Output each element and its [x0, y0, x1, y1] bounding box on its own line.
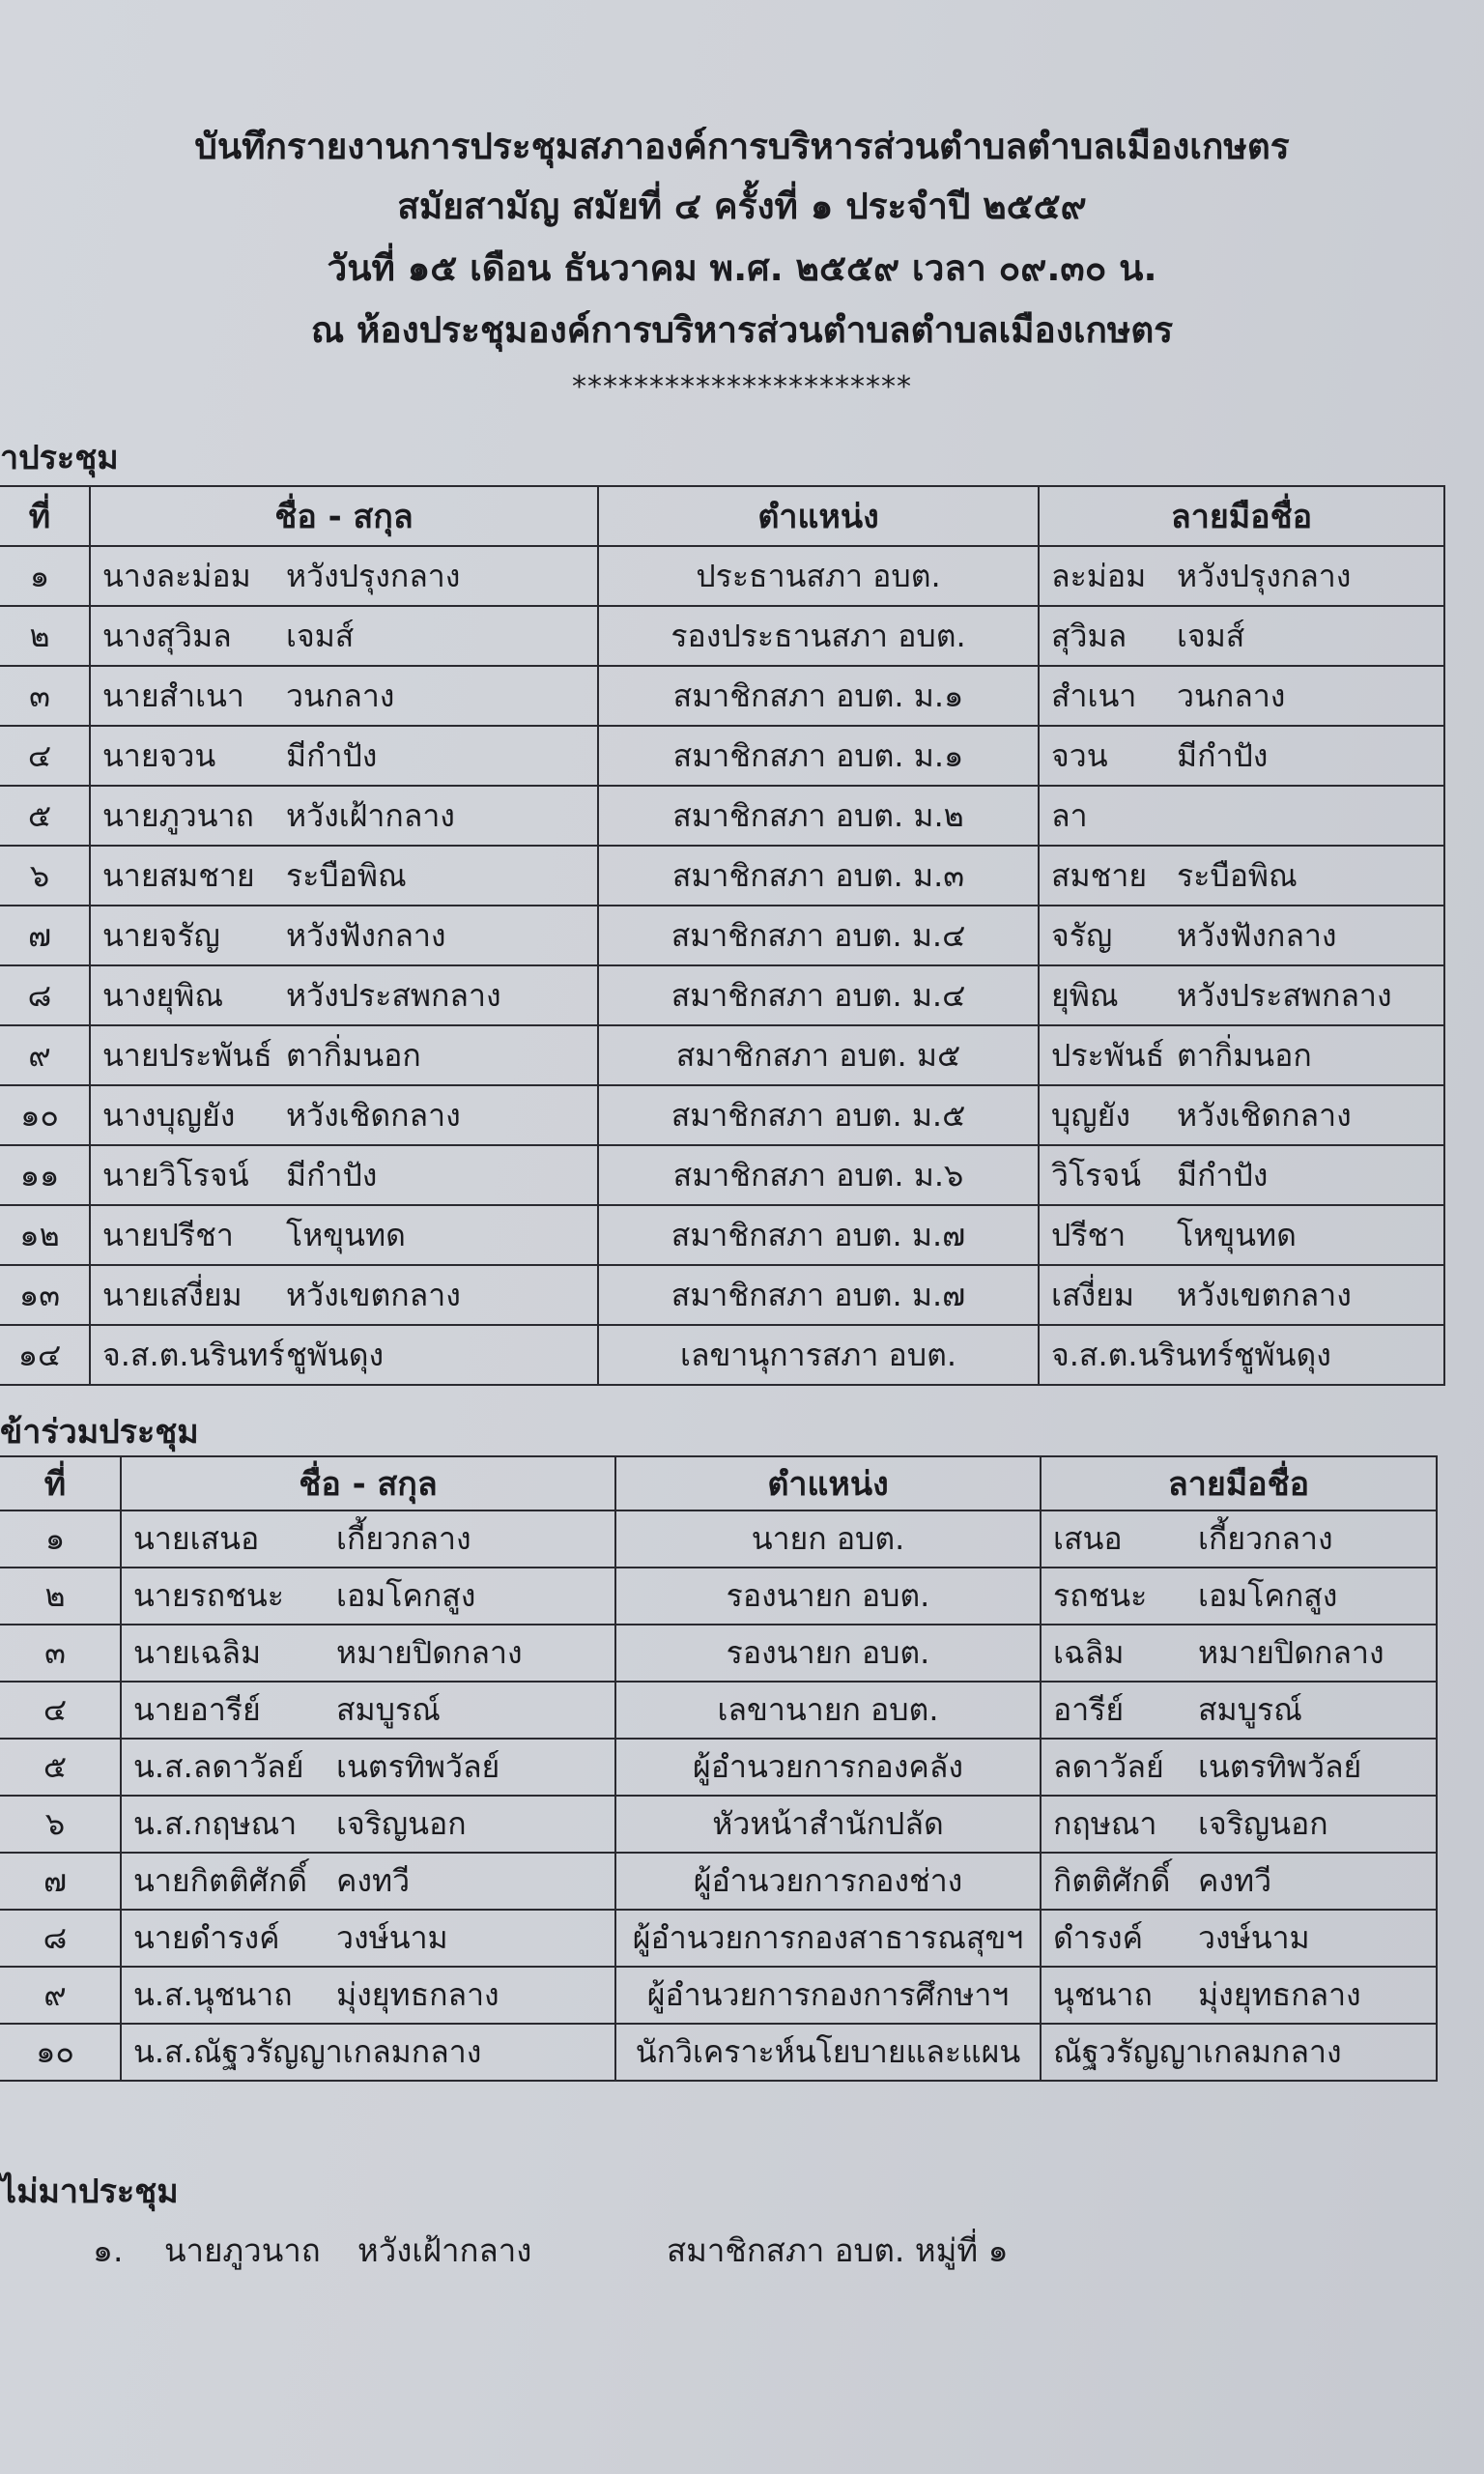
signature — [1039, 906, 1444, 965]
member-position: ผู้อำนวยการกองช่าง — [615, 1853, 1041, 1910]
signature-first-name: อารีย์ — [1053, 1691, 1125, 1728]
col-header-no: ที่ — [0, 1456, 121, 1510]
first-name: นางละม่อม — [102, 557, 251, 594]
signature — [1041, 1967, 1437, 2024]
signature-first-name: ณัฐวรัญญา — [1053, 2033, 1203, 2070]
signature-first-name: ลดาวัลย์ — [1053, 1748, 1164, 1785]
last-name: มีกำปัง — [286, 736, 378, 774]
signature-last-name: สมบูรณ์ — [1198, 1691, 1302, 1728]
absent-last-name: หวังเฝ้ากลาง — [357, 2231, 532, 2269]
table-row — [0, 726, 1444, 786]
member-position: สมาชิกสภา อบต. ม.๑ — [598, 726, 1039, 786]
member-name — [121, 2024, 615, 2081]
signature — [1041, 1682, 1437, 1739]
signature-first-name: เฉลิม — [1053, 1634, 1125, 1671]
col-header-signature: ลายมือชื่อ — [1041, 1456, 1437, 1510]
first-name: นายประพันธ์ — [102, 1036, 272, 1074]
member-position: สมาชิกสภา อบต. ม.๗ — [598, 1265, 1039, 1325]
first-name: นายอารีย์ — [133, 1691, 261, 1728]
member-name — [90, 1265, 598, 1325]
member-name — [121, 1853, 615, 1910]
table-row — [0, 1853, 1437, 1910]
col-header-signature: ลายมือชื่อ — [1039, 486, 1444, 546]
table-row — [0, 1085, 1444, 1145]
member-name — [121, 1510, 615, 1568]
member-position: หัวหน้าสำนักปลัด — [615, 1796, 1041, 1853]
first-name: น.ส.นุชนาถ — [133, 1976, 293, 2013]
member-position: สมาชิกสภา อบต. ม.๔ — [598, 965, 1039, 1025]
signature-last-name: หวังเขตกลาง — [1177, 1276, 1352, 1313]
table-row — [0, 546, 1444, 606]
member-name — [121, 1568, 615, 1625]
signature-last-name: มุ่งยุทธกลาง — [1198, 1976, 1361, 2013]
member-name — [90, 965, 598, 1025]
signature — [1039, 965, 1444, 1025]
table-row — [0, 1265, 1444, 1325]
member-name — [121, 1625, 615, 1682]
first-name: น.ส.กฤษณา — [133, 1805, 298, 1842]
member-position: สมาชิกสภา อบต. ม.๒ — [598, 786, 1039, 846]
member-name — [121, 1910, 615, 1967]
row-number: ๙ — [0, 1967, 121, 2024]
row-number: ๘ — [0, 1910, 121, 1967]
row-number: ๑๐ — [0, 1085, 90, 1145]
last-name: เนตรทิพวัลย์ — [336, 1748, 500, 1785]
table-row — [0, 1739, 1437, 1796]
member-name — [90, 906, 598, 965]
signature-first-name: ลา — [1051, 796, 1088, 834]
last-name: หมายปิดกลาง — [336, 1634, 523, 1671]
signature — [1039, 786, 1444, 846]
signature-last-name: มีกำปัง — [1177, 736, 1269, 774]
signature-first-name: จวน — [1051, 736, 1108, 774]
signature — [1039, 1145, 1444, 1205]
signature-last-name: หวังประสพกลาง — [1177, 976, 1392, 1014]
first-name: นายดำรงค์ — [133, 1919, 280, 1956]
signature — [1041, 1853, 1437, 1910]
signature-first-name: เสงี่ยม — [1051, 1276, 1134, 1313]
row-number: ๖ — [0, 846, 90, 906]
date-line: วันที่ ๑๕ เดือน ธันวาคม พ.ศ. ๒๕๕๙ เวลา ๐๙.๓๐ น. — [327, 247, 1157, 289]
first-name: นายเสงี่ยม — [102, 1276, 243, 1313]
last-name: สมบูรณ์ — [336, 1691, 441, 1728]
member-position: สมาชิกสภา อบต. ม๕ — [598, 1025, 1039, 1085]
first-name: น.ส.ณัฐวรัญญา — [133, 2033, 343, 2070]
signature-last-name: วงษ์นาม — [1198, 1919, 1310, 1956]
first-name: นายรถชนะ — [133, 1577, 284, 1614]
member-position: สมาชิกสภา อบต. ม.๕ — [598, 1085, 1039, 1145]
row-number: ๑ — [0, 1510, 121, 1568]
row-number: ๑๐ — [0, 2024, 121, 2081]
signature — [1039, 1025, 1444, 1085]
signature-first-name: ยุพิณ — [1051, 976, 1119, 1014]
first-name: น.ส.ลดาวัลย์ — [133, 1748, 304, 1785]
first-name: นายเฉลิม — [133, 1634, 262, 1671]
last-name: วงษ์นาม — [336, 1919, 448, 1956]
absent-first-name: นายภูวนาถ — [164, 2231, 321, 2269]
first-name: นายจวน — [102, 736, 216, 774]
last-name: วนกลาง — [286, 676, 395, 714]
last-name: หวังปรุงกลาง — [286, 557, 461, 594]
member-name — [90, 1205, 598, 1265]
signature-first-name: รถชนะ — [1053, 1577, 1148, 1614]
member-name — [90, 1025, 598, 1085]
signature — [1039, 1325, 1444, 1385]
signature — [1039, 606, 1444, 666]
member-position: ผู้อำนวยการกองคลัง — [615, 1739, 1041, 1796]
table-row — [0, 846, 1444, 906]
signature-first-name: จ.ส.ต.นรินทร์ — [1051, 1336, 1234, 1373]
signature — [1039, 546, 1444, 606]
row-number: ๑๒ — [0, 1205, 90, 1265]
signature — [1041, 1625, 1437, 1682]
signature-first-name: เสนอ — [1053, 1520, 1123, 1557]
member-position: เลขานายก อบต. — [615, 1682, 1041, 1739]
signature-last-name: วนกลาง — [1177, 676, 1286, 714]
signature-first-name: ประพันธ์ — [1051, 1036, 1165, 1074]
row-number: ๗ — [0, 1853, 121, 1910]
col-header-name: ชื่อ - สกุล — [121, 1456, 615, 1510]
signature-first-name: กิตติศักดิ์ — [1053, 1862, 1171, 1899]
member-name — [121, 1739, 615, 1796]
table-row — [0, 1145, 1444, 1205]
signature — [1039, 846, 1444, 906]
signature — [1039, 666, 1444, 726]
member-position: สมาชิกสภา อบต. ม.๓ — [598, 846, 1039, 906]
member-position: ผู้อำนวยการกองการศึกษาฯ — [615, 1967, 1041, 2024]
member-name — [90, 1085, 598, 1145]
first-name: นายปรีชา — [102, 1216, 234, 1253]
row-number: ๓ — [0, 1625, 121, 1682]
table-row — [0, 1796, 1437, 1853]
last-name: เกี้ยวกลาง — [336, 1520, 471, 1557]
member-name — [90, 666, 598, 726]
first-name: นายวิโรจน์ — [102, 1156, 249, 1194]
signature-last-name: เกลมกลาง — [1203, 2033, 1342, 2070]
document-title: บันทึกรายงานการประชุมสภาองค์การบริหารส่วนตำบลตำบลเมืองเกษตร — [194, 126, 1290, 167]
last-name: หวังเชิดกลาง — [286, 1096, 461, 1134]
signature — [1041, 1739, 1437, 1796]
last-name: ตากิ่มนอก — [286, 1036, 421, 1074]
signature — [1041, 1910, 1437, 1967]
table-row — [0, 1625, 1437, 1682]
first-name: นายสมชาย — [102, 856, 255, 894]
table-row — [0, 606, 1444, 666]
participants-table — [0, 1455, 1438, 2082]
member-name — [121, 1967, 615, 2024]
table-row — [0, 1967, 1437, 2024]
signature-last-name: หวังปรุงกลาง — [1177, 557, 1352, 594]
member-position: ประธานสภา อบต. — [598, 546, 1039, 606]
table-row — [0, 965, 1444, 1025]
signature — [1041, 1510, 1437, 1568]
last-name: มีกำปัง — [286, 1156, 378, 1194]
signature — [1041, 1796, 1437, 1853]
signature-last-name: หมายปิดกลาง — [1198, 1634, 1384, 1671]
signature-first-name: สมชาย — [1051, 856, 1148, 894]
attendees-section-title: าประชุม — [0, 439, 119, 477]
first-name: นางบุญยัง — [102, 1096, 236, 1134]
member-name — [90, 546, 598, 606]
table-row — [0, 906, 1444, 965]
col-header-no: ที่ — [0, 486, 90, 546]
member-name — [90, 1325, 598, 1385]
signature-last-name: ตากิ่มนอก — [1177, 1036, 1312, 1074]
member-name — [121, 1682, 615, 1739]
signature-last-name: หวังเชิดกลาง — [1177, 1096, 1352, 1134]
member-name — [90, 1145, 598, 1205]
member-name — [90, 786, 598, 846]
member-position: สมาชิกสภา อบต. ม.๖ — [598, 1145, 1039, 1205]
signature-first-name: ดำรงค์ — [1053, 1919, 1143, 1956]
row-number: ๒ — [0, 606, 90, 666]
table-row — [0, 1205, 1444, 1265]
session-line: สมัยสามัญ สมัยที่ ๔ ครั้งที่ ๑ ประจำปี ๒๕๕๙ — [397, 186, 1087, 227]
first-name: นายจรัญ — [102, 916, 220, 954]
signature — [1041, 1568, 1437, 1625]
row-number: ๕ — [0, 1739, 121, 1796]
last-name: หวังเฝ้ากลาง — [286, 796, 455, 834]
member-name — [121, 1796, 615, 1853]
row-number: ๙ — [0, 1025, 90, 1085]
attendees-table — [0, 485, 1445, 1386]
row-number: ๔ — [0, 1682, 121, 1739]
last-name: โหขุนทด — [286, 1216, 406, 1253]
row-number: ๗ — [0, 906, 90, 965]
table-header-row — [0, 486, 1444, 546]
absent-number: ๑. — [93, 2231, 124, 2269]
member-position: ผู้อำนวยการกองสาธารณสุขฯ — [615, 1910, 1041, 1967]
signature — [1041, 2024, 1437, 2081]
row-number: ๔ — [0, 726, 90, 786]
signature-first-name: สุวิมล — [1051, 617, 1127, 654]
row-number: ๖ — [0, 1796, 121, 1853]
signature-last-name: มีกำปัง — [1177, 1156, 1269, 1194]
signature-first-name: จรัญ — [1051, 916, 1113, 954]
signature-first-name: บุญยัง — [1051, 1096, 1130, 1134]
absent-position: สมาชิกสภา อบต. หมู่ที่ ๑ — [667, 2231, 1009, 2269]
last-name: หวังเขตกลาง — [286, 1276, 461, 1313]
signature-last-name: ระบือพิณ — [1177, 856, 1298, 894]
participants-section-title: ข้าร่วมประชุม — [0, 1413, 199, 1452]
signature-last-name: ชูพันดุง — [1233, 1336, 1331, 1373]
separator-stars: ********************** — [572, 370, 912, 404]
member-name — [90, 606, 598, 666]
col-header-position: ตำแหน่ง — [598, 486, 1039, 546]
signature-last-name: เกี้ยวกลาง — [1198, 1520, 1333, 1557]
member-position: สมาชิกสภา อบต. ม.๗ — [598, 1205, 1039, 1265]
row-number: ๑๔ — [0, 1325, 90, 1385]
row-number: ๕ — [0, 786, 90, 846]
table-row — [0, 2024, 1437, 2081]
signature-first-name: ละม่อม — [1051, 557, 1147, 594]
last-name: เจมส์ — [286, 617, 355, 654]
table-row — [0, 1325, 1444, 1385]
signature — [1039, 1205, 1444, 1265]
first-name: นางยุพิณ — [102, 976, 223, 1014]
absent-section-title: ไม่มาประชุม — [0, 2172, 179, 2211]
table-row — [0, 1568, 1437, 1625]
member-name — [90, 726, 598, 786]
row-number: ๒ — [0, 1568, 121, 1625]
signature-last-name: เจริญนอก — [1198, 1805, 1328, 1842]
member-position: เลขานุการสภา อบต. — [598, 1325, 1039, 1385]
first-name: จ.ส.ต.นรินทร์ — [102, 1336, 285, 1373]
last-name: คงทวี — [336, 1862, 411, 1899]
last-name: เกลมกลาง — [342, 2033, 482, 2070]
table-header-row — [0, 1456, 1437, 1510]
row-number: ๘ — [0, 965, 90, 1025]
last-name: เจริญนอก — [336, 1805, 467, 1842]
member-name — [90, 846, 598, 906]
last-name: หวังประสพกลาง — [286, 976, 501, 1014]
last-name: หวังฟังกลาง — [286, 916, 446, 954]
member-position: สมาชิกสภา อบต. ม.๔ — [598, 906, 1039, 965]
first-name: นายเสนอ — [133, 1520, 260, 1557]
signature-first-name: วิโรจน์ — [1051, 1156, 1141, 1194]
signature — [1039, 726, 1444, 786]
col-header-name: ชื่อ - สกุล — [90, 486, 598, 546]
table-row — [0, 1682, 1437, 1739]
signature-first-name: นุชนาถ — [1053, 1976, 1153, 2013]
table-row — [0, 786, 1444, 846]
signature-first-name: กฤษณา — [1053, 1805, 1157, 1842]
row-number: ๑๓ — [0, 1265, 90, 1325]
table-row — [0, 666, 1444, 726]
table-row — [0, 1025, 1444, 1085]
member-position: รองนายก อบต. — [615, 1625, 1041, 1682]
member-position: นักวิเคราะห์นโยบายและแผน — [615, 2024, 1041, 2081]
last-name: มุ่งยุทธกลาง — [336, 1976, 499, 2013]
signature-first-name: ปรีชา — [1051, 1216, 1127, 1253]
signature-last-name: โหขุนทด — [1177, 1216, 1297, 1253]
last-name: เอมโคกสูง — [336, 1577, 476, 1614]
last-name: ระบือพิณ — [286, 856, 407, 894]
last-name: ชูพันดุง — [286, 1336, 385, 1373]
location-line: ณ ห้องประชุมองค์การบริหารส่วนตำบลตำบลเมืองเกษตร — [310, 309, 1174, 351]
signature-last-name: เนตรทิพวัลย์ — [1198, 1748, 1362, 1785]
signature-last-name: เจมส์ — [1177, 617, 1245, 654]
first-name: นายกิตติศักดิ์ — [133, 1862, 307, 1899]
member-position: รองนายก อบต. — [615, 1568, 1041, 1625]
table-row — [0, 1910, 1437, 1967]
row-number: ๑ — [0, 546, 90, 606]
first-name: นางสุวิมล — [102, 617, 232, 654]
row-number: ๓ — [0, 666, 90, 726]
signature — [1039, 1265, 1444, 1325]
first-name: นายภูวนาถ — [102, 796, 254, 834]
row-number: ๑๑ — [0, 1145, 90, 1205]
signature-last-name: เอมโคกสูง — [1198, 1577, 1338, 1614]
signature-last-name: คงทวี — [1198, 1862, 1272, 1899]
col-header-position: ตำแหน่ง — [615, 1456, 1041, 1510]
signature-first-name: สำเนา — [1051, 676, 1137, 714]
signature — [1039, 1085, 1444, 1145]
member-position: นายก อบต. — [615, 1510, 1041, 1568]
table-row — [0, 1510, 1437, 1568]
signature-last-name: หวังฟังกลาง — [1177, 916, 1337, 954]
member-position: รองประธานสภา อบต. — [598, 606, 1039, 666]
first-name: นายสำเนา — [102, 676, 244, 714]
member-position: สมาชิกสภา อบต. ม.๑ — [598, 666, 1039, 726]
